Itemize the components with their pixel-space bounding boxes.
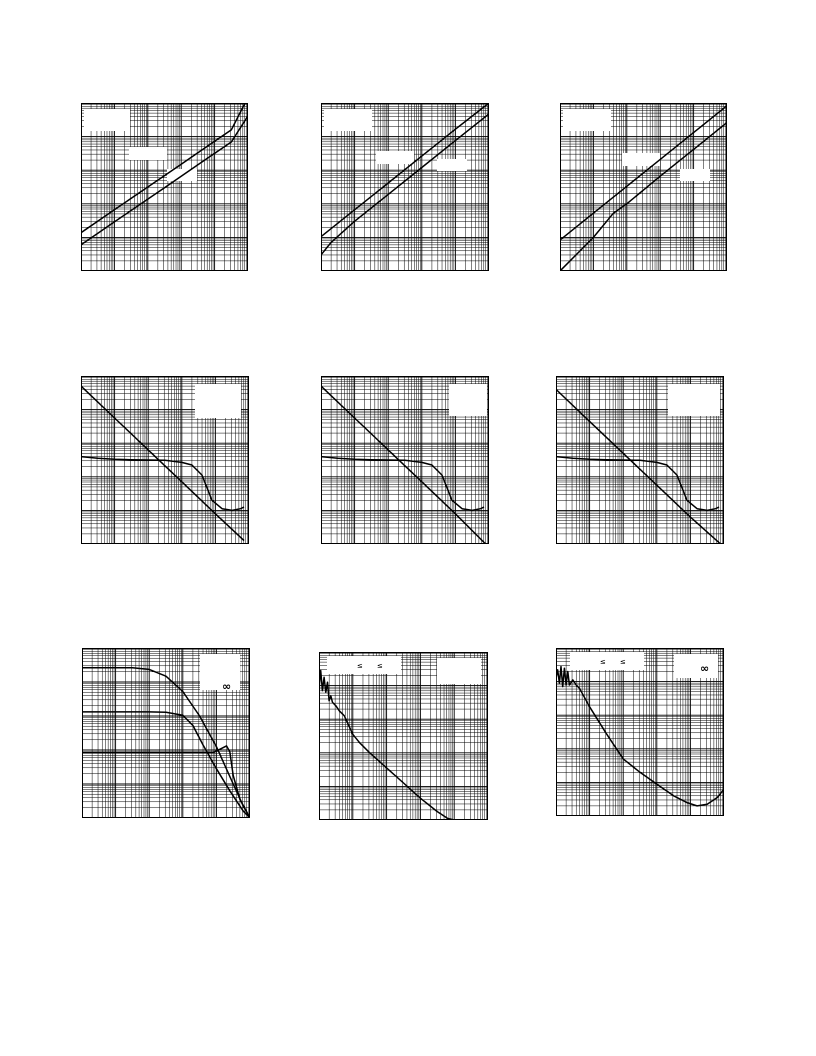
chart-svg	[319, 652, 488, 820]
legend-box	[449, 384, 487, 416]
series-line	[560, 123, 727, 272]
series-line	[556, 667, 724, 806]
chart-svg	[321, 376, 489, 544]
legend-box	[200, 654, 240, 690]
chart-svg	[321, 103, 489, 271]
legend-box	[668, 384, 720, 416]
header-box	[570, 652, 644, 670]
chart-r2c2	[321, 376, 489, 544]
legend-box	[195, 384, 241, 418]
chart-r3c1	[82, 648, 250, 818]
chart-r1c3	[560, 103, 727, 271]
series-line	[81, 457, 244, 511]
legend-box	[674, 654, 718, 678]
legend-symbol: ∞	[700, 662, 710, 675]
chart-svg	[81, 103, 248, 271]
chart-r1c1	[81, 103, 248, 271]
legend-symbol: ∞	[222, 680, 232, 693]
chart-r3c2	[319, 652, 488, 820]
chart-svg	[556, 376, 724, 544]
header-symbol: ≤	[357, 662, 363, 670]
header-symbol: ≤	[620, 658, 626, 666]
chart-r2c3	[556, 376, 724, 544]
legend-box	[437, 658, 481, 684]
chart-svg	[82, 648, 250, 818]
header-box	[327, 656, 401, 674]
chart-r3c3	[556, 648, 724, 816]
curve-label-box	[129, 147, 167, 160]
chart-svg	[556, 648, 724, 816]
series-line	[556, 457, 719, 511]
curve-label-box	[437, 159, 467, 171]
series-line	[321, 457, 484, 511]
header-symbol: ≤	[600, 658, 606, 666]
series-line	[321, 114, 489, 255]
curve-label-box	[376, 151, 414, 164]
chart-svg	[560, 103, 727, 271]
curve-label-box	[680, 169, 710, 181]
chart-r2c1	[81, 376, 249, 544]
legend-box	[324, 109, 372, 131]
legend-box	[563, 109, 611, 131]
chart-svg	[81, 376, 249, 544]
header-symbol: ≤	[377, 662, 383, 670]
chart-r1c2	[321, 103, 489, 271]
legend-box	[84, 109, 130, 131]
